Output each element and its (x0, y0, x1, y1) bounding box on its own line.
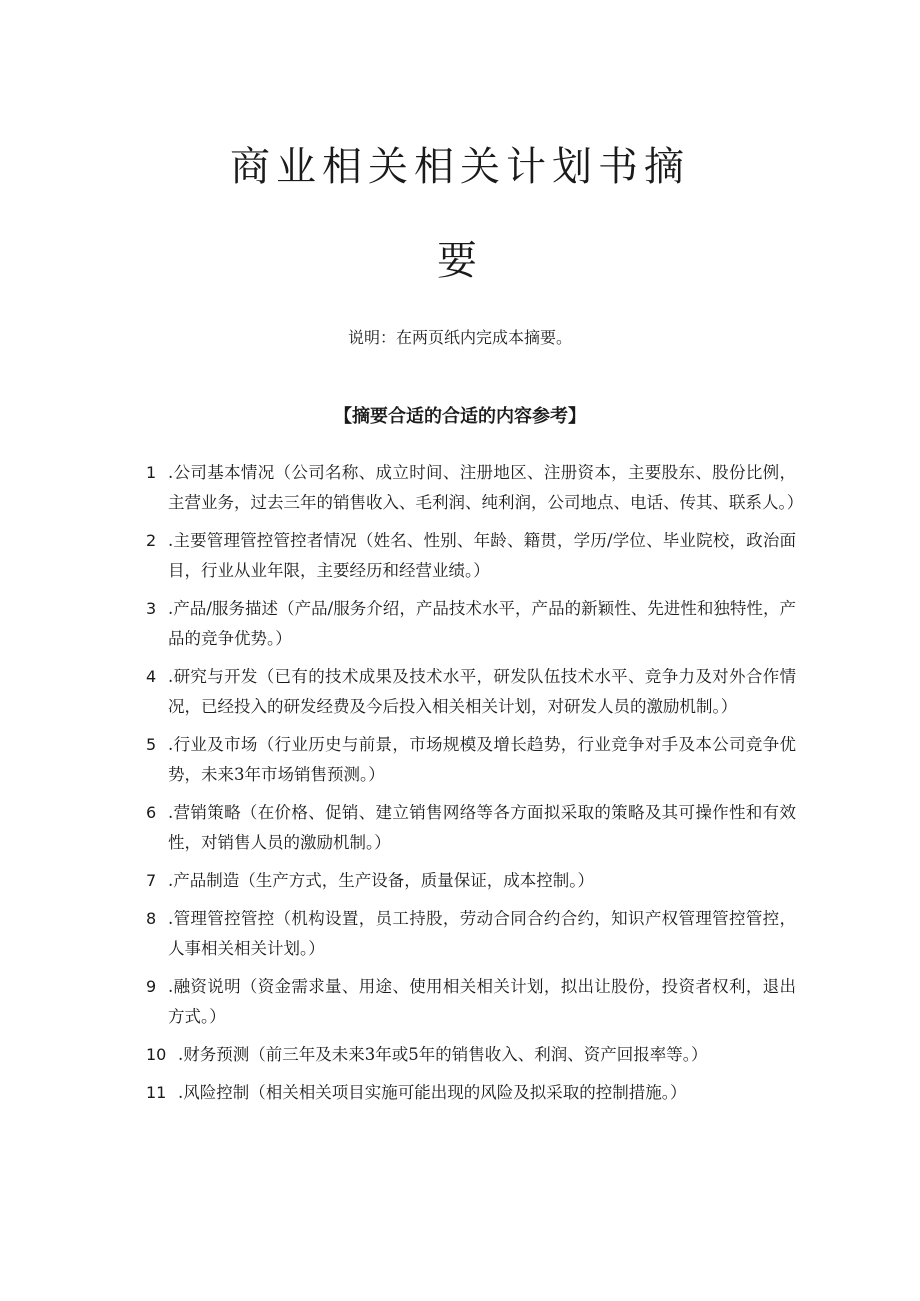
item-text: .主要管理管控管控者情况（姓名、性别、年龄、籍贯，学历/学位、毕业院校，政治面目，行业从业年限，主要经历和经营业绩。） (168, 531, 796, 580)
item-text: .行业及市场（行业历史与前景，市场规模及增长趋势，行业竞争对手及本公司竞争优势，未来3年市场销售预测。） (168, 735, 796, 784)
list-item (146, 972, 796, 1032)
item-text: .产品制造（生产方式，生产设备，质量保证，成本控制。） (168, 871, 594, 890)
list-item (146, 526, 796, 586)
item-text: .管理管控管控（机构设置，员工持股，劳动合同合约合约，知识产权管理管控管控，人事相关相关计划。） (168, 909, 796, 958)
item-number: 6 (146, 803, 157, 822)
item-number: 10 (146, 1045, 167, 1064)
list-item (146, 594, 796, 654)
item-number: 7 (146, 871, 157, 890)
document-title-line-1: 商业相关相关计划书摘 (230, 144, 690, 190)
item-number: 2 (146, 531, 157, 550)
list-item (146, 866, 796, 896)
item-number: 1 (146, 463, 157, 482)
list-item (146, 662, 796, 722)
list-item (146, 458, 804, 518)
item-number: 11 (146, 1083, 167, 1102)
item-text: .融资说明（资金需求量、用途、使用相关相关计划，拟出让股份，投资者权利，退出方式。） (168, 977, 796, 1026)
document-title-line-2: 要 (437, 238, 483, 284)
list-item (146, 798, 796, 858)
item-text: .公司基本情况（公司名称、成立时间、注册地区、注册资本，主要股东、股份比例，主营业务，过去三年的销售收入、毛利润、纯利润，公司地点、电话、传其、联系人。） (168, 463, 804, 512)
list-item (146, 730, 796, 790)
item-text: .研究与开发（已有的技术成果及技术水平，研发队伍技术水平、竞争力及对外合作情况，已经投入的研发经费及今后投入相关相关计划，对研发人员的激励机制。） (168, 667, 796, 716)
item-number: 8 (146, 909, 157, 928)
item-text: .风险控制（相关相关项目实施可能出现的风险及拟采取的控制措施。） (178, 1083, 687, 1102)
section-heading: 【摘要合适的合适的内容参考】 (334, 406, 586, 427)
list-item (146, 1040, 796, 1070)
item-text: .财务预测（前三年及未来3年或5年的销售收入、利润、资产回报率等。） (178, 1045, 708, 1064)
list-item (146, 1078, 796, 1108)
list-item (146, 904, 796, 964)
reference-item-list (146, 458, 804, 1116)
item-number: 9 (146, 977, 157, 996)
item-text: .营销策略（在价格、促销、建立销售网络等各方面拟采取的策略及其可操作性和有效性，对销售人员的激励机制。） (168, 803, 796, 852)
item-number: 5 (146, 735, 157, 754)
instruction-note: 说明：在两页纸内完成本摘要。 (347, 328, 572, 347)
item-text: .产品/服务描述（产品/服务介绍，产品技术水平，产品的新颖性、先进性和独特性，产品的竞争优势。） (168, 599, 796, 648)
item-number: 3 (146, 599, 157, 618)
item-number: 4 (146, 667, 157, 686)
